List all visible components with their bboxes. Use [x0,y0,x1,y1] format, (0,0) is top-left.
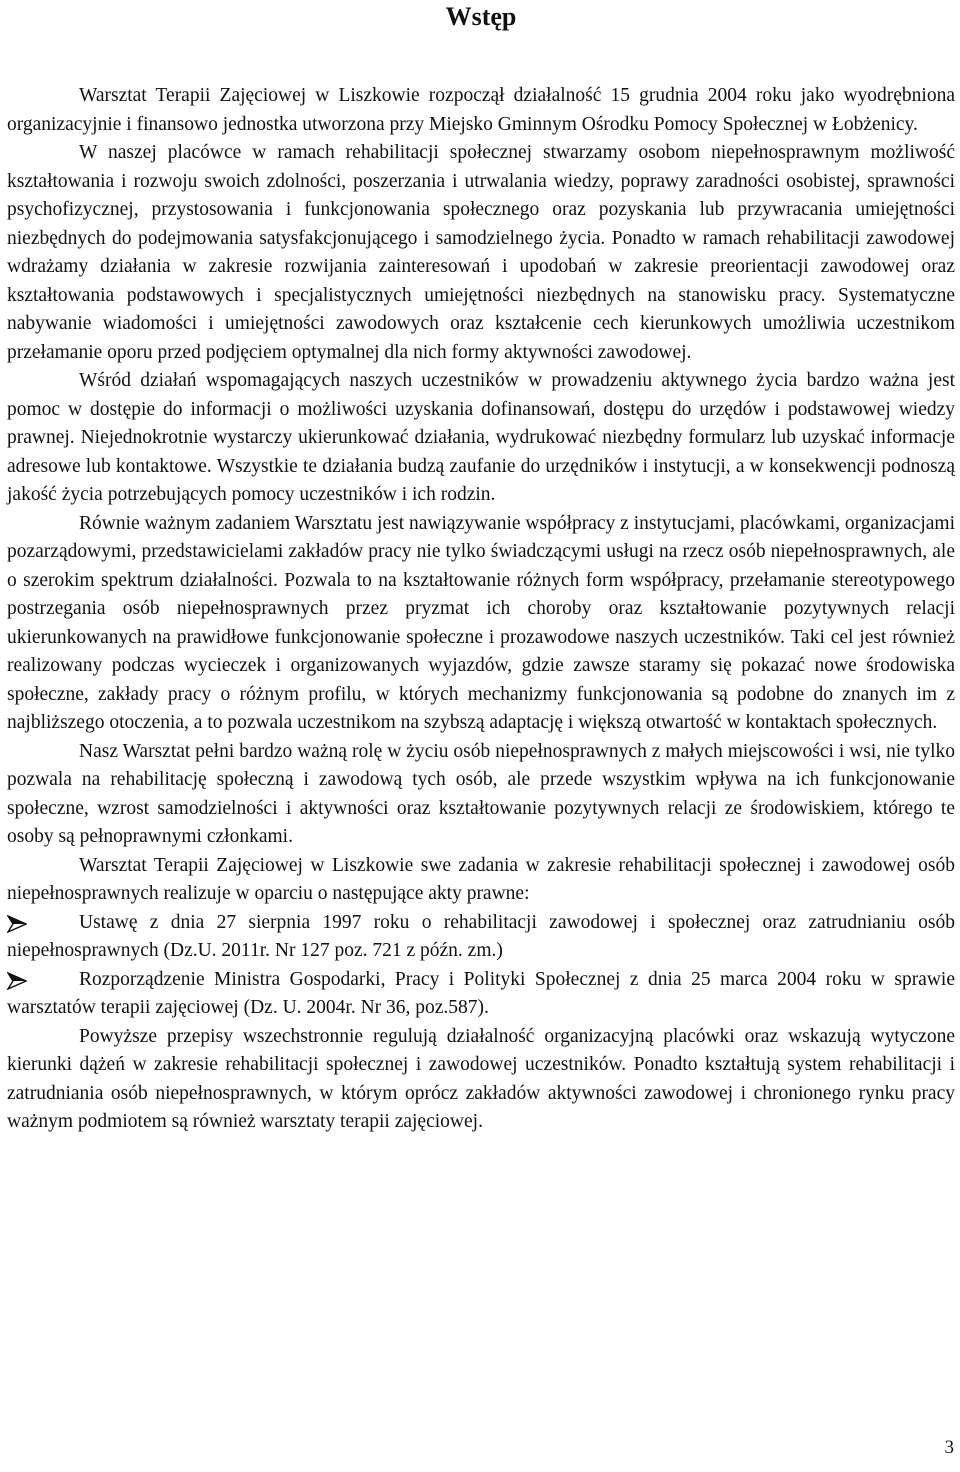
list-item [7,909,955,966]
paragraph-support-activities: Wśród działań wspomagających naszych uczestników w prowadzeniu aktywnego życia bardzo ważna jest pomoc w dostępie do informacji o możliwości uzyskania dofinansowań, dostępu do urzędów i podstawowej wiedzy prawnej. Niejednokrotnie wystarczy ukierunkować działania, wydrukować niezbędny formularz lub uzyskać informacje adresowe lub kontaktowe. Wszystkie te działania budzą zaufanie do urzędników i instytucji, a w konsekwencji podnoszą jakość życia potrzebujących pomocy uczestników i ich rodzin. [7,370,955,505]
paragraph-closing: Powyższe przepisy wszechstronnie regulują działalność organizacyjną placówki oraz wskazują wytyczone kierunki dążeń w zakresie rehabilitacji społecznej i zawodowej uczestników. Ponadto kształtują system rehabilitacji i zatrudniania osób niepełnosprawnych, w którym oprócz zakładów aktywności zawodowej i chronionego rynku pracy ważnym podmiotem są również warsztaty terapii zajęciowej. [7,1025,955,1132]
document-body [7,82,955,1137]
paragraph-cooperation: Równie ważnym zadaniem Warsztatu jest nawiązywanie współpracy z instytucjami, placówkami, organizacjami pozarządowymi, przedstawicielami zakładów pracy nie tylko świadczącymi usługi na rzecz osób niepełnosprawnych, ale o szerokim spektrum działalności. Pozwala to na kształtowanie różnych form współpracy, przełamanie stereotypowego postrzegania osób niepełnosprawnych przez pryzmat ich choroby oraz kształtowanie pozytywnych relacji ukierunkowanych na prawidłowe funkcjonowanie społeczne i prozawodowe naszych uczestników. Taki cel jest również realizowany podczas wycieczek i organizowanych wyjazdów, gdzie zawsze staramy się pokazać nowe środowiska społeczne, zakłady pracy o różnym profilu, w których mechanizmy funkcjonowania są podobne do znanych im z najbliższego otoczenia, a to pozwala uczestnikom na szybszą adaptację i większą otwartość w kontaktach społecznych. [7,512,955,733]
arrowhead-bullet-icon [7,915,27,933]
paragraph-intro: Warsztat Terapii Zajęciowej w Liszkowie rozpoczął działalność 15 grudnia 2004 roku jako wyodrębniona organizacyjnie i finansowo jednostka utworzona przy Miejsko Gminnym Ośrodku Pomocy Społecznej w Łobżenicy. [7,85,955,135]
legal-act-text: Ustawę z dnia 27 sierpnia 1997 roku o rehabilitacji zawodowej i społecznej oraz zatrudnianiu osób niepełnosprawnych (Dz.U. 2011r. Nr 127 poz. 721 z późn. zm.) [7,911,955,961]
document-page [7,0,955,1137]
arrowhead-bullet-icon [7,972,27,990]
paragraph-legal-basis: Warsztat Terapii Zajęciowej w Liszkowie swe zadania w zakresie rehabilitacji społecznej i zawodowej osób niepełnosprawnych realizuje w oparciu o następujące akty prawne: [7,854,955,904]
page-title: Wstęp [445,2,517,31]
paragraph-social-rehabilitation: W naszej placówce w ramach rehabilitacji społecznej stwarzamy osobom niepełnosprawnym możliwość kształtowania i rozwoju swoich zdolności, poszerzania i utrwalania wiedzy, poprawy zaradności osobistej, sprawności psychofizycznej, przystosowania i funkcjonowania społecznego oraz pozyskania lub przywracania umiejętności niezbędnych do podejmowania satysfakcjonującego i samodzielnego życia. Ponadto w ramach rehabilitacji zawodowej wdrażamy działania w zakresie rozwijania zainteresowań i upodobań w zakresie preorientacji zawodowej oraz kształtowania podstawowych i specjalistycznych umiejętności niezbędnych na stanowisku pracy. Systematyczne nabywanie wiadomości i umiejętności zawodowych oraz kształcenie cech kierunkowych umożliwia uczestnikom przełamanie oporu przed podjęciem optymalnej dla nich formy aktywności zawodowej. [7,142,955,363]
paragraph-role: Nasz Warsztat pełni bardzo ważną rolę w życiu osób niepełnosprawnych z małych miejscowości i wsi, nie tylko pozwala na rehabilitację społeczną i zawodową tych osób, ale przede wszystkim wpływa na ich funkcjonowanie społeczne, wzrost samodzielności i aktywności oraz kształtowanie pozytywnych relacji ze środowiskiem, którego te osoby są pełnoprawnymi członkami. [7,740,955,847]
legal-act-text: Rozporządzenie Ministra Gospodarki, Pracy i Polityki Społecznej z dnia 25 marca 2004 roku w sprawie warsztatów terapii zajęciowej (Dz. U. 2004r. Nr 36, poz.587). [7,968,955,1018]
list-item [7,966,955,1023]
legal-acts-list [7,909,955,1023]
page-number: 3 [944,1437,954,1458]
